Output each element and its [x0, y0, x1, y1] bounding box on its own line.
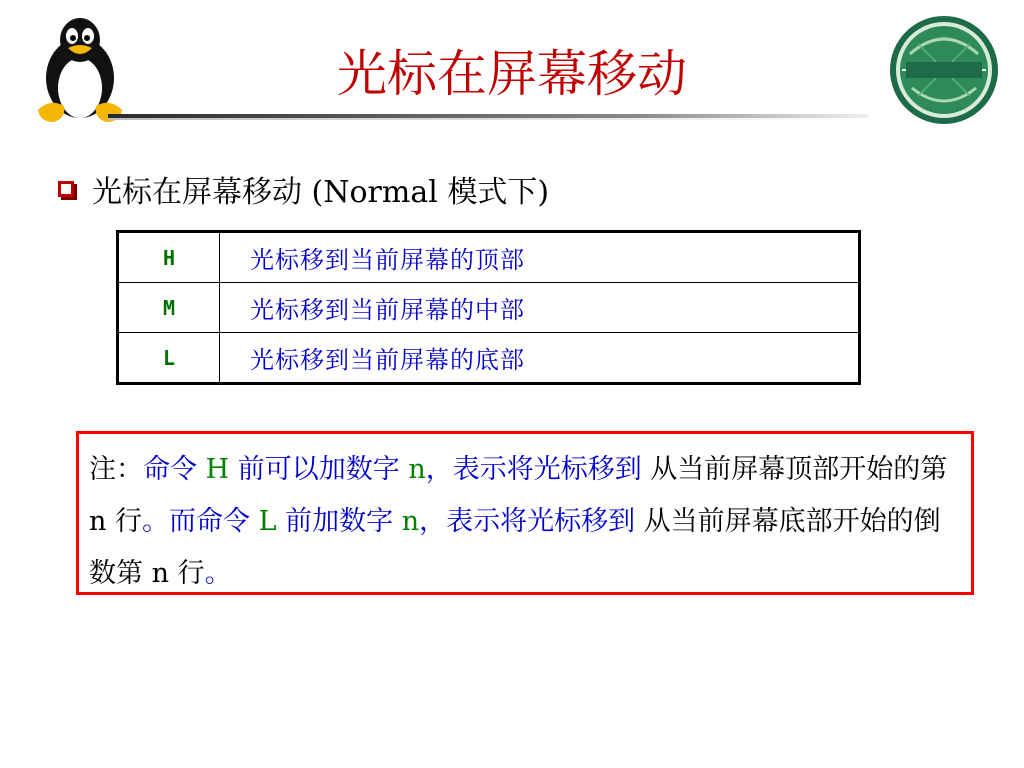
- note-number-letter: n: [401, 506, 420, 537]
- note-segment: 从当前屏幕底部开始的倒数第 n 行: [89, 506, 941, 589]
- command-key: L: [118, 333, 220, 384]
- slide-title: 光标在屏幕移动: [337, 45, 687, 103]
- command-table: [116, 230, 861, 385]
- square-bullet-icon: [58, 181, 74, 197]
- bullet-item: [58, 168, 549, 210]
- note-segment: 从当前屏幕顶部开始的第 n 行: [89, 454, 948, 537]
- table-row: [118, 232, 860, 283]
- note-segment: ，表示将光标移到: [425, 454, 642, 485]
- command-description: 光标移到当前屏幕的底部: [220, 333, 860, 384]
- note-box: [76, 431, 974, 595]
- table-row: [118, 283, 860, 333]
- note-segment: 前可以加数字: [229, 454, 409, 485]
- note-segment: 命令: [143, 454, 206, 485]
- command-description: 光标移到当前屏幕的顶部: [220, 232, 860, 283]
- note-number-letter: n: [408, 454, 426, 485]
- command-description: 光标移到当前屏幕的中部: [220, 283, 860, 333]
- note-segment: 前加数字: [276, 506, 402, 537]
- table-row: [118, 333, 860, 384]
- note-label: 注：: [89, 454, 143, 485]
- note-command-letter: L: [258, 506, 277, 537]
- bullet-text: 光标在屏幕移动 (Normal 模式下): [92, 175, 550, 210]
- title-underline-shadow: [108, 118, 868, 120]
- note-segment: 。而命令: [141, 506, 259, 537]
- command-key: M: [118, 283, 220, 333]
- university-seal-icon: [888, 14, 1000, 126]
- command-key: H: [118, 232, 220, 283]
- note-segment: ，表示将光标移到: [419, 506, 636, 537]
- note-segment: 。: [204, 558, 232, 589]
- note-command-letter: H: [205, 454, 230, 485]
